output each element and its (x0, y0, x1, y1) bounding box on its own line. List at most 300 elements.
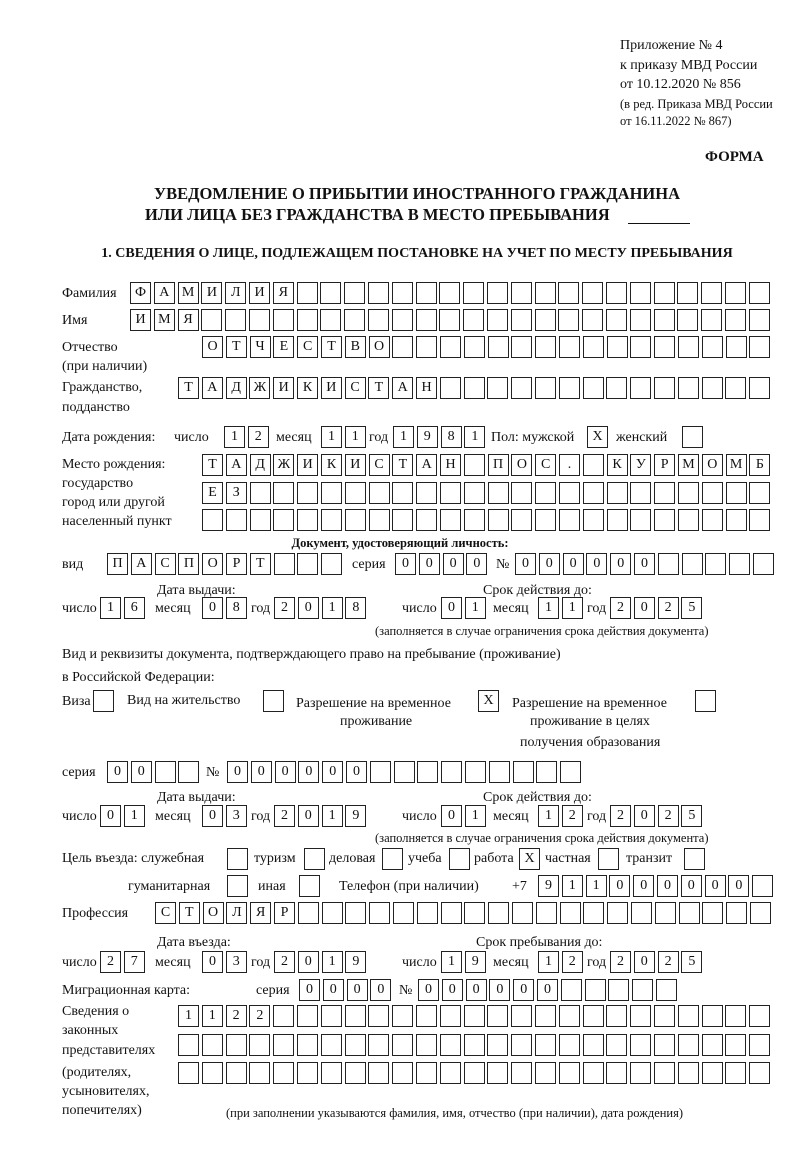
char-cell[interactable]: 0 (657, 875, 678, 897)
char-cell[interactable] (227, 875, 248, 897)
char-cell[interactable] (416, 282, 437, 304)
char-cell[interactable]: 8 (226, 597, 247, 619)
char-cell[interactable] (583, 377, 604, 399)
char-cell[interactable]: 0 (346, 761, 367, 783)
char-cell[interactable]: М (726, 454, 747, 476)
char-cell[interactable] (368, 1005, 389, 1027)
char-cell[interactable] (702, 336, 723, 358)
char-cell[interactable] (320, 309, 341, 331)
char-cell[interactable]: 1 (586, 875, 607, 897)
char-cell[interactable] (440, 1062, 461, 1084)
char-cell[interactable]: 0 (586, 553, 607, 575)
char-cell[interactable] (695, 690, 716, 712)
char-cell[interactable] (392, 1005, 413, 1027)
char-cell[interactable]: 1 (100, 597, 121, 619)
char-cell[interactable] (583, 336, 604, 358)
char-cell[interactable] (630, 377, 651, 399)
char-cell[interactable]: А (154, 282, 175, 304)
char-cell[interactable]: М (178, 282, 199, 304)
char-cell[interactable] (273, 1062, 294, 1084)
char-cell[interactable]: 1 (562, 875, 583, 897)
char-cell[interactable] (656, 979, 677, 1001)
char-cell[interactable] (487, 309, 508, 331)
char-cell[interactable] (654, 482, 675, 504)
char-cell[interactable] (93, 690, 114, 712)
char-cell[interactable] (226, 509, 247, 531)
char-cell[interactable]: 9 (465, 951, 486, 973)
char-cell[interactable]: 2 (562, 805, 583, 827)
char-cell[interactable] (464, 336, 485, 358)
char-cell[interactable] (630, 282, 651, 304)
char-cell[interactable] (750, 902, 771, 924)
char-cell[interactable] (249, 1034, 270, 1056)
char-cell[interactable] (583, 454, 604, 476)
char-cell[interactable] (488, 336, 509, 358)
char-cell[interactable]: 0 (418, 979, 439, 1001)
char-cell[interactable] (632, 979, 653, 1001)
char-cell[interactable] (487, 282, 508, 304)
char-cell[interactable] (345, 482, 366, 504)
char-cell[interactable]: X (519, 848, 540, 870)
char-cell[interactable]: 0 (347, 979, 368, 1001)
char-cell[interactable]: 9 (345, 805, 366, 827)
char-cell[interactable] (439, 282, 460, 304)
char-cell[interactable] (582, 309, 603, 331)
char-cell[interactable] (702, 509, 723, 531)
char-cell[interactable] (725, 1062, 746, 1084)
char-cell[interactable]: 0 (298, 597, 319, 619)
char-cell[interactable] (583, 1034, 604, 1056)
char-cell[interactable] (678, 482, 699, 504)
char-cell[interactable] (630, 309, 651, 331)
char-cell[interactable]: Р (226, 553, 247, 575)
char-cell[interactable] (417, 902, 438, 924)
char-cell[interactable]: М (154, 309, 175, 331)
char-cell[interactable] (702, 1062, 723, 1084)
char-cell[interactable]: А (392, 377, 413, 399)
char-cell[interactable] (392, 509, 413, 531)
char-cell[interactable]: С (369, 454, 390, 476)
char-cell[interactable] (297, 1034, 318, 1056)
char-cell[interactable] (535, 336, 556, 358)
char-cell[interactable] (678, 509, 699, 531)
char-cell[interactable] (273, 482, 294, 504)
char-cell[interactable] (607, 902, 628, 924)
char-cell[interactable] (250, 509, 271, 531)
char-cell[interactable] (606, 377, 627, 399)
char-cell[interactable] (583, 1062, 604, 1084)
char-cell[interactable]: 0 (370, 979, 391, 1001)
char-cell[interactable] (749, 1034, 770, 1056)
char-cell[interactable] (654, 336, 675, 358)
char-cell[interactable] (679, 902, 700, 924)
char-cell[interactable] (392, 282, 413, 304)
char-cell[interactable] (417, 761, 438, 783)
char-cell[interactable]: 9 (417, 426, 438, 448)
char-cell[interactable]: 5 (681, 805, 702, 827)
char-cell[interactable] (299, 875, 320, 897)
char-cell[interactable]: Б (749, 454, 770, 476)
char-cell[interactable]: 0 (227, 761, 248, 783)
char-cell[interactable] (535, 1034, 556, 1056)
char-cell[interactable] (465, 761, 486, 783)
char-cell[interactable] (201, 309, 222, 331)
char-cell[interactable] (630, 509, 651, 531)
char-cell[interactable]: 0 (633, 875, 654, 897)
char-cell[interactable]: И (273, 377, 294, 399)
char-cell[interactable] (488, 902, 509, 924)
char-cell[interactable] (416, 1062, 437, 1084)
char-cell[interactable]: 0 (466, 979, 487, 1001)
char-cell[interactable]: Е (202, 482, 223, 504)
char-cell[interactable]: 8 (441, 426, 462, 448)
char-cell[interactable] (202, 1062, 223, 1084)
char-cell[interactable]: О (702, 454, 723, 476)
char-cell[interactable] (749, 309, 770, 331)
char-cell[interactable]: 5 (681, 951, 702, 973)
char-cell[interactable]: 0 (634, 805, 655, 827)
char-cell[interactable] (273, 1034, 294, 1056)
char-cell[interactable]: Ж (249, 377, 270, 399)
char-cell[interactable]: 0 (441, 597, 462, 619)
char-cell[interactable] (202, 509, 223, 531)
char-cell[interactable]: П (488, 454, 509, 476)
char-cell[interactable] (464, 482, 485, 504)
char-cell[interactable] (297, 509, 318, 531)
char-cell[interactable] (535, 1005, 556, 1027)
char-cell[interactable] (464, 509, 485, 531)
char-cell[interactable] (464, 1034, 485, 1056)
char-cell[interactable] (511, 482, 532, 504)
char-cell[interactable] (297, 482, 318, 504)
char-cell[interactable] (392, 336, 413, 358)
char-cell[interactable] (726, 902, 747, 924)
char-cell[interactable]: 2 (658, 951, 679, 973)
char-cell[interactable]: 0 (322, 761, 343, 783)
char-cell[interactable] (678, 336, 699, 358)
char-cell[interactable]: Т (202, 454, 223, 476)
char-cell[interactable]: 2 (610, 805, 631, 827)
char-cell[interactable] (560, 902, 581, 924)
char-cell[interactable] (630, 1005, 651, 1027)
char-cell[interactable] (702, 482, 723, 504)
char-cell[interactable]: 1 (538, 805, 559, 827)
char-cell[interactable] (749, 282, 770, 304)
char-cell[interactable] (297, 1005, 318, 1027)
char-cell[interactable]: 8 (345, 597, 366, 619)
char-cell[interactable]: К (607, 454, 628, 476)
char-cell[interactable] (227, 848, 248, 870)
char-cell[interactable] (416, 509, 437, 531)
char-cell[interactable] (464, 902, 485, 924)
char-cell[interactable] (678, 1005, 699, 1027)
char-cell[interactable] (561, 979, 582, 1001)
char-cell[interactable]: 1 (322, 951, 343, 973)
char-cell[interactable] (464, 1005, 485, 1027)
char-cell[interactable] (321, 482, 342, 504)
char-cell[interactable] (321, 1034, 342, 1056)
char-cell[interactable]: Я (178, 309, 199, 331)
char-cell[interactable]: 0 (539, 553, 560, 575)
char-cell[interactable]: У (630, 454, 651, 476)
char-cell[interactable]: И (297, 454, 318, 476)
char-cell[interactable] (440, 1005, 461, 1027)
char-cell[interactable]: 0 (299, 979, 320, 1001)
char-cell[interactable] (608, 979, 629, 1001)
char-cell[interactable] (749, 509, 770, 531)
char-cell[interactable] (654, 377, 675, 399)
char-cell[interactable] (511, 509, 532, 531)
char-cell[interactable] (345, 1034, 366, 1056)
char-cell[interactable] (559, 482, 580, 504)
char-cell[interactable]: 2 (248, 426, 269, 448)
char-cell[interactable] (559, 509, 580, 531)
char-cell[interactable] (344, 282, 365, 304)
char-cell[interactable] (263, 690, 284, 712)
char-cell[interactable] (321, 1062, 342, 1084)
char-cell[interactable] (440, 482, 461, 504)
char-cell[interactable] (487, 1062, 508, 1084)
char-cell[interactable]: 2 (610, 597, 631, 619)
char-cell[interactable] (654, 309, 675, 331)
char-cell[interactable] (304, 848, 325, 870)
char-cell[interactable] (511, 282, 532, 304)
char-cell[interactable] (250, 482, 271, 504)
char-cell[interactable] (226, 1062, 247, 1084)
char-cell[interactable] (726, 336, 747, 358)
char-cell[interactable]: 0 (275, 761, 296, 783)
char-cell[interactable]: 0 (298, 805, 319, 827)
char-cell[interactable] (702, 1034, 723, 1056)
char-cell[interactable] (606, 1034, 627, 1056)
char-cell[interactable] (583, 482, 604, 504)
char-cell[interactable]: Ф (130, 282, 151, 304)
char-cell[interactable] (416, 1005, 437, 1027)
char-cell[interactable]: 0 (563, 553, 584, 575)
char-cell[interactable]: 0 (202, 805, 223, 827)
char-cell[interactable] (440, 377, 461, 399)
char-cell[interactable]: 0 (634, 553, 655, 575)
char-cell[interactable]: И (345, 454, 366, 476)
char-cell[interactable]: 0 (609, 875, 630, 897)
char-cell[interactable] (598, 848, 619, 870)
char-cell[interactable]: 0 (728, 875, 749, 897)
char-cell[interactable] (369, 509, 390, 531)
char-cell[interactable] (392, 309, 413, 331)
char-cell[interactable] (416, 309, 437, 331)
char-cell[interactable] (440, 509, 461, 531)
char-cell[interactable] (463, 309, 484, 331)
char-cell[interactable] (536, 902, 557, 924)
char-cell[interactable]: Л (226, 902, 247, 924)
char-cell[interactable] (558, 282, 579, 304)
char-cell[interactable]: 0 (100, 805, 121, 827)
char-cell[interactable]: 0 (298, 951, 319, 973)
char-cell[interactable] (344, 309, 365, 331)
char-cell[interactable] (749, 1062, 770, 1084)
char-cell[interactable]: 0 (443, 553, 464, 575)
char-cell[interactable] (416, 336, 437, 358)
char-cell[interactable]: 6 (124, 597, 145, 619)
char-cell[interactable] (202, 1034, 223, 1056)
char-cell[interactable] (749, 1005, 770, 1027)
char-cell[interactable]: 0 (489, 979, 510, 1001)
char-cell[interactable]: Т (368, 377, 389, 399)
char-cell[interactable]: Ч (250, 336, 271, 358)
char-cell[interactable]: З (226, 482, 247, 504)
char-cell[interactable]: X (478, 690, 499, 712)
char-cell[interactable] (678, 1062, 699, 1084)
char-cell[interactable] (702, 1005, 723, 1027)
char-cell[interactable]: Н (440, 454, 461, 476)
char-cell[interactable]: 1 (322, 805, 343, 827)
char-cell[interactable] (345, 902, 366, 924)
char-cell[interactable]: 0 (323, 979, 344, 1001)
char-cell[interactable] (535, 377, 556, 399)
char-cell[interactable] (535, 282, 556, 304)
char-cell[interactable] (535, 1062, 556, 1084)
char-cell[interactable] (630, 482, 651, 504)
char-cell[interactable]: О (369, 336, 390, 358)
char-cell[interactable]: 2 (610, 951, 631, 973)
char-cell[interactable] (321, 509, 342, 531)
char-cell[interactable]: 1 (465, 597, 486, 619)
char-cell[interactable] (702, 902, 723, 924)
char-cell[interactable] (725, 1005, 746, 1027)
char-cell[interactable]: С (535, 454, 556, 476)
char-cell[interactable]: 0 (441, 805, 462, 827)
char-cell[interactable] (702, 377, 723, 399)
char-cell[interactable] (511, 1034, 532, 1056)
char-cell[interactable] (273, 509, 294, 531)
char-cell[interactable]: К (297, 377, 318, 399)
char-cell[interactable]: 2 (100, 951, 121, 973)
char-cell[interactable] (382, 848, 403, 870)
char-cell[interactable] (582, 282, 603, 304)
char-cell[interactable]: С (155, 902, 176, 924)
char-cell[interactable] (749, 377, 770, 399)
char-cell[interactable] (630, 1062, 651, 1084)
char-cell[interactable]: 1 (124, 805, 145, 827)
char-cell[interactable]: Р (274, 902, 295, 924)
char-cell[interactable]: 2 (274, 805, 295, 827)
char-cell[interactable]: 0 (513, 979, 534, 1001)
char-cell[interactable]: О (202, 553, 223, 575)
char-cell[interactable]: П (107, 553, 128, 575)
char-cell[interactable] (726, 482, 747, 504)
char-cell[interactable]: М (678, 454, 699, 476)
char-cell[interactable] (725, 377, 746, 399)
char-cell[interactable] (297, 309, 318, 331)
char-cell[interactable]: Т (178, 377, 199, 399)
char-cell[interactable]: О (511, 454, 532, 476)
char-cell[interactable] (416, 482, 437, 504)
char-cell[interactable]: О (203, 902, 224, 924)
char-cell[interactable] (345, 1005, 366, 1027)
char-cell[interactable] (654, 1005, 675, 1027)
char-cell[interactable]: 0 (202, 951, 223, 973)
char-cell[interactable]: 0 (298, 761, 319, 783)
char-cell[interactable]: 0 (610, 553, 631, 575)
char-cell[interactable]: Д (250, 454, 271, 476)
char-cell[interactable]: 0 (395, 553, 416, 575)
char-cell[interactable] (654, 282, 675, 304)
char-cell[interactable]: 1 (322, 597, 343, 619)
char-cell[interactable] (463, 282, 484, 304)
char-cell[interactable] (513, 761, 534, 783)
char-cell[interactable] (678, 1034, 699, 1056)
char-cell[interactable]: 3 (226, 805, 247, 827)
char-cell[interactable]: Д (226, 377, 247, 399)
char-cell[interactable] (677, 309, 698, 331)
char-cell[interactable]: 1 (538, 951, 559, 973)
char-cell[interactable] (607, 509, 628, 531)
char-cell[interactable] (658, 553, 679, 575)
char-cell[interactable] (753, 553, 774, 575)
char-cell[interactable]: 2 (226, 1005, 247, 1027)
char-cell[interactable] (654, 1062, 675, 1084)
char-cell[interactable]: А (202, 377, 223, 399)
char-cell[interactable] (416, 1034, 437, 1056)
char-cell[interactable] (607, 336, 628, 358)
char-cell[interactable] (273, 309, 294, 331)
char-cell[interactable]: 1 (464, 426, 485, 448)
char-cell[interactable]: 3 (226, 951, 247, 973)
char-cell[interactable] (345, 1062, 366, 1084)
char-cell[interactable]: 0 (705, 875, 726, 897)
char-cell[interactable] (701, 309, 722, 331)
char-cell[interactable] (225, 309, 246, 331)
char-cell[interactable]: 1 (178, 1005, 199, 1027)
char-cell[interactable] (678, 377, 699, 399)
char-cell[interactable] (155, 761, 176, 783)
char-cell[interactable] (749, 336, 770, 358)
char-cell[interactable]: 0 (466, 553, 487, 575)
char-cell[interactable]: Е (273, 336, 294, 358)
char-cell[interactable] (701, 282, 722, 304)
char-cell[interactable]: Т (392, 454, 413, 476)
char-cell[interactable]: Т (179, 902, 200, 924)
char-cell[interactable]: 0 (681, 875, 702, 897)
char-cell[interactable] (178, 1034, 199, 1056)
char-cell[interactable] (370, 761, 391, 783)
char-cell[interactable] (752, 875, 773, 897)
char-cell[interactable] (439, 309, 460, 331)
char-cell[interactable] (440, 1034, 461, 1056)
char-cell[interactable] (321, 553, 342, 575)
char-cell[interactable]: Т (321, 336, 342, 358)
char-cell[interactable] (559, 1005, 580, 1027)
char-cell[interactable] (178, 761, 199, 783)
char-cell[interactable]: 1 (345, 426, 366, 448)
char-cell[interactable]: С (297, 336, 318, 358)
char-cell[interactable] (583, 1005, 604, 1027)
char-cell[interactable]: 2 (274, 951, 295, 973)
char-cell[interactable] (559, 377, 580, 399)
char-cell[interactable] (684, 848, 705, 870)
char-cell[interactable] (511, 377, 532, 399)
char-cell[interactable] (449, 848, 470, 870)
char-cell[interactable]: 0 (419, 553, 440, 575)
char-cell[interactable]: Ж (273, 454, 294, 476)
char-cell[interactable]: Н (416, 377, 437, 399)
char-cell[interactable] (321, 1005, 342, 1027)
char-cell[interactable]: 1 (441, 951, 462, 973)
char-cell[interactable] (630, 336, 651, 358)
char-cell[interactable] (654, 509, 675, 531)
char-cell[interactable]: С (345, 377, 366, 399)
char-cell[interactable] (606, 1005, 627, 1027)
